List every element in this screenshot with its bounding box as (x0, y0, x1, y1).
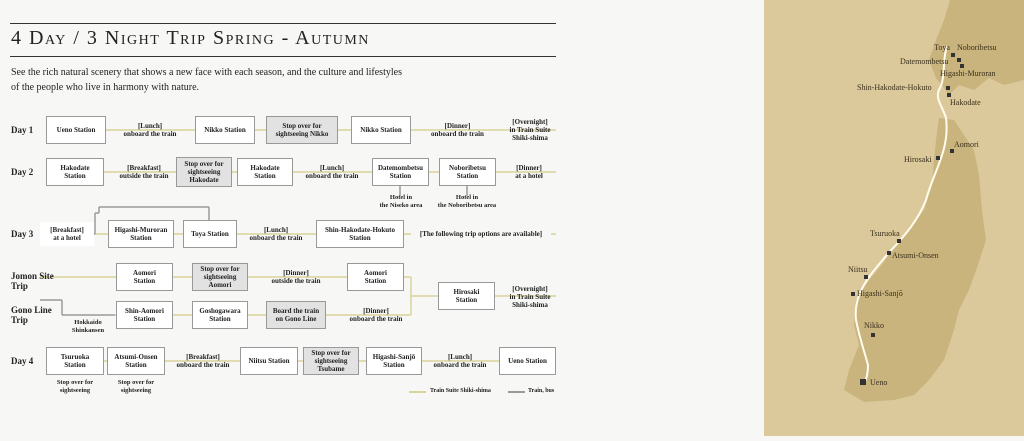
map-label-noboribetsu: Noboribetsu (957, 43, 997, 52)
gono-board-train: Board the train on Gono Line (266, 301, 326, 329)
day2-hakodate-station-2: Hakodate Station (237, 158, 293, 186)
day-1-label: Day 1 (11, 125, 34, 135)
day-3-label: Day 3 (11, 229, 34, 239)
day-4-label: Day 4 (11, 356, 34, 366)
map-label-tsuruoka: Tsuruoka (870, 229, 900, 238)
day4-tsuruoka-station: Tsuruoka Station (46, 347, 104, 375)
gono-trip-label: Gono Line Trip (11, 305, 52, 325)
intro-line-2: of the people who live in harmony with nature. (11, 82, 200, 93)
day2-hotel-noboribetsu: Hotel in the Noboribetsu area (437, 194, 497, 209)
gono-dinner: [Dinner] onboard the train (349, 307, 403, 323)
day4-stop-tsubame: Stop over for sightseeing Tsubame (303, 347, 359, 375)
map-label-ueno: Ueno (870, 378, 888, 387)
day1-lunch: [Lunch] onboard the train (123, 122, 177, 138)
route-map (764, 0, 1024, 436)
map-label-nikko: Nikko (864, 321, 884, 330)
day-2-label: Day 2 (11, 167, 34, 177)
day2-dinner: [Dinner] at a hotel (515, 164, 543, 180)
day2-lunch: [Lunch] onboard the train (305, 164, 359, 180)
day4-niitsu-station: Niitsu Station (240, 347, 298, 375)
merge-overnight: [Overnight] in Train Suite Shiki-shima (509, 285, 551, 309)
day4-ueno-station: Ueno Station (499, 347, 556, 375)
day4-lunch: [Lunch] onboard the train (433, 353, 487, 369)
jomon-trip-label: Jomon Site Trip (11, 271, 54, 291)
map-label-atsumi-onsen: Atsumi-Onsen (892, 251, 939, 260)
day2-hakodate-station: Hakodate Station (46, 158, 104, 186)
map-label-datemombetsu: Datemombetsu (900, 57, 949, 66)
day4-higashi-sanjo-station: Higashi-Sanjō Station (366, 347, 422, 375)
day3-lunch: [Lunch] onboard the train (249, 226, 303, 242)
legend-train-bus-label: Train, bus (528, 388, 555, 394)
gono-shin-aomori-station: Shin-Aomori Station (116, 301, 173, 329)
map-label-toya: Toya (934, 43, 950, 52)
hirosaki-station: Hirosaki Station (438, 282, 495, 310)
day2-hotel-niseko: Hotel in the Niseko area (379, 194, 423, 209)
map-label-hakodate: Hakodate (950, 98, 981, 107)
day3-options: [The following trip options are available] (411, 230, 551, 238)
day3-shin-hakodate-hokuto-station: Shin-Hakodate-Hokuto Station (316, 220, 404, 248)
day1-dinner: [Dinner] onboard the train (431, 122, 484, 138)
day4-note-tsuruoka: Stop over for sightseeing (56, 379, 94, 394)
map-graphic (764, 0, 1024, 436)
day2-stop-hakodate: Stop over for sightseeing Hakodate (176, 157, 232, 187)
jomon-stop-aomori: Stop over for sightseeing Aomori (192, 263, 248, 291)
map-label-niitsu: Niitsu (848, 265, 868, 274)
map-label-higashi-muroran: Higashi-Muroran (940, 69, 996, 78)
day2-datemombetsu-station: Datemombetsu Station (372, 158, 429, 186)
day2-breakfast: [Breakfast] outside the train (119, 164, 169, 180)
map-label-aomori: Aomori (954, 140, 979, 149)
day3-higashi-muroran-station: Higashi-Muroran Station (108, 220, 174, 248)
gono-goshogawara-station: Goshogawara Station (192, 301, 248, 329)
day3-toya-station: Toya Station (183, 220, 237, 248)
jomon-dinner: [Dinner] outside the train (271, 269, 321, 285)
day3-breakfast: [Breakfast] at a hotel (40, 222, 94, 246)
day1-stop-nikko: Stop over for sightseeing Nikko (266, 116, 338, 144)
map-label-higashi-sanjo: Higashi-Sanjō (857, 289, 903, 298)
legend-train-suite-label: Train Suite Shiki-shima (430, 388, 491, 394)
jomon-aomori-station-2: Aomori Station (347, 263, 404, 291)
jomon-aomori-station: Aomori Station (116, 263, 173, 291)
day4-note-atsumi: Stop over for sightseeing (117, 379, 155, 394)
page-title: 4 Day / 3 Night Trip Spring - Autumn (11, 27, 370, 49)
intro-line-1: See the rich natural scenery that shows a new face with each season, and the culture and lifestyles (11, 67, 402, 78)
day1-overnight: [Overnight] in Train Suite Shiki-shima (509, 118, 551, 142)
map-label-shin-hakodate-hokuto: Shin-Hakodate-Hokuto (857, 83, 932, 92)
day1-ueno-station: Ueno Station (46, 116, 106, 144)
gono-hokkaido-shinkansen: Hokkaido Shinkansen (71, 319, 105, 334)
day2-noboribetsu-station: Noboribetsu Station (439, 158, 496, 186)
map-label-hirosaki: Hirosaki (904, 155, 932, 164)
day4-breakfast: [Breakfast] onboard the train (176, 353, 230, 369)
day1-nikko-station: Nikko Station (195, 116, 255, 144)
day1-nikko-station-2: Nikko Station (351, 116, 411, 144)
day4-atsumi-onsen-station: Atsumi-Onsen Station (107, 347, 165, 375)
